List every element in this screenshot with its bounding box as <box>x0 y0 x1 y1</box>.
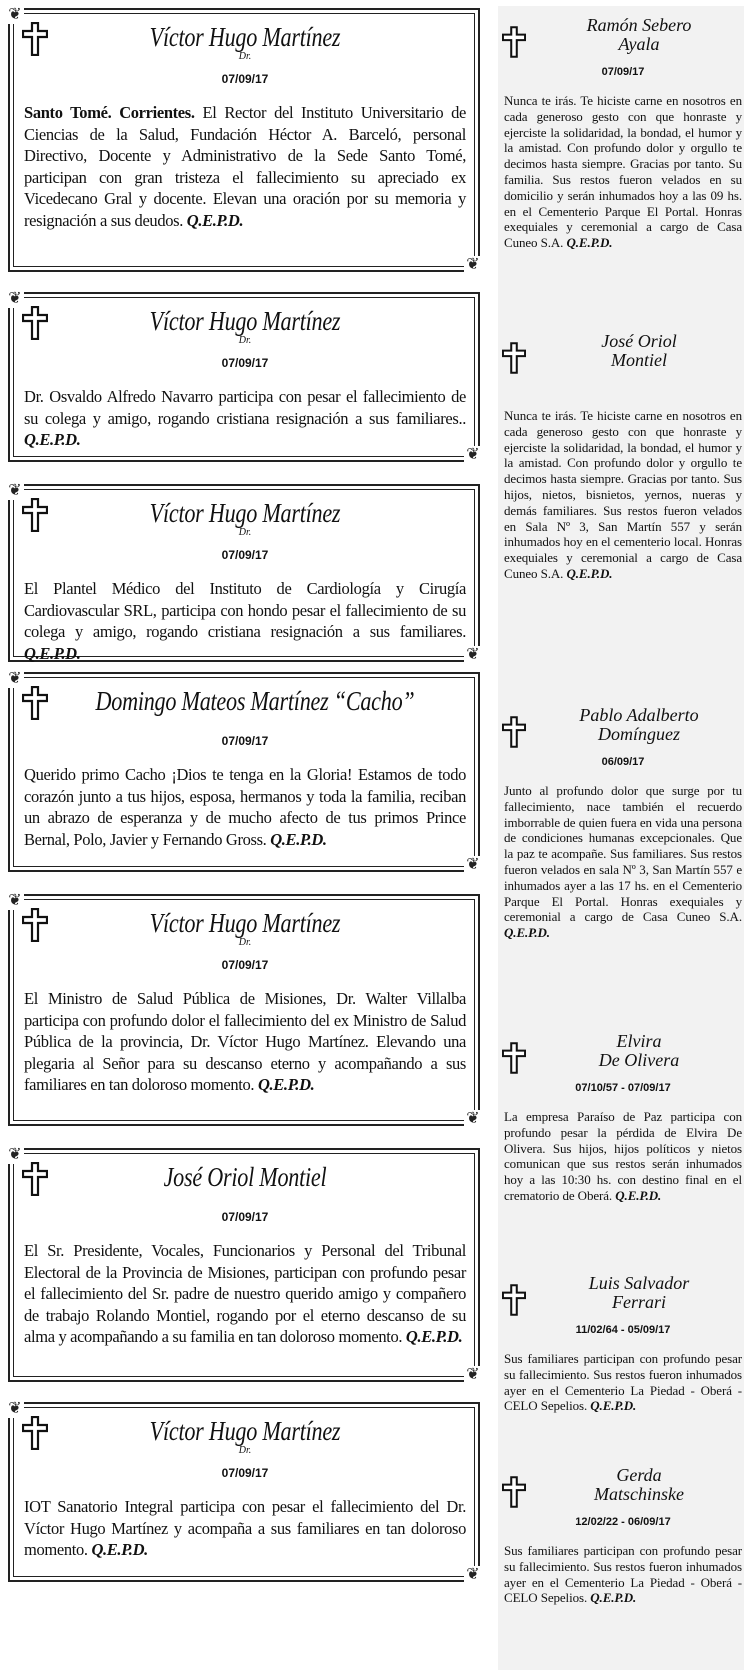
notice-date: 07/09/17 <box>221 356 269 370</box>
cross-icon <box>22 1162 48 1196</box>
notice-closing: Q.E.P.D. <box>405 1327 463 1346</box>
cross-icon <box>22 908 48 942</box>
notice-body: Nunca te irás. Te hiciste carne en nosotros en cada generoso gesto con que honraste y ejerciste la solidaridad, la bondad, el humor y la amistad. Con profundo dolor y orgullo te decimos hasta siempre. Gracias por tanto. Sus hijos, nietos, bisnietos, yernos, nueras y demás familiares. Sus restos fueron velados en Sala Nº 3, San Martín 557 y serán inhumados hoy en el cementerio local. Honras exequiales y ceremonial a cargo de Casa Cuneo S.A. <box>504 408 742 581</box>
notice-closing: Q.E.P.D. <box>615 1187 662 1203</box>
notice-closing: Q.E.P.D. <box>186 210 244 230</box>
obituary-notice <box>498 706 744 941</box>
cross-icon <box>22 498 48 532</box>
corner-ornament-icon: ❦ <box>464 446 482 464</box>
deceased-name <box>536 16 742 54</box>
right-column <box>498 6 744 1670</box>
notice-date: 07/10/57 - 07/09/17 <box>575 1082 671 1094</box>
notice-location: Santo Tomé. Corrientes. <box>24 103 195 122</box>
notice-text <box>24 1496 466 1561</box>
notice-body: La empresa Paraíso de Paz participa con profundo pesar la pérdida de Elvira De Olivera. Sus hijos, hijos políticos y nietos comunican que sus restos serán inhumados hoy a las 10:30 hs. con destino final en el crematorio de Oberá. <box>504 1109 742 1203</box>
notice-closing: Q.E.P.D. <box>504 925 550 941</box>
deceased-name <box>536 332 742 370</box>
deceased-name-line: De Olivera <box>598 1050 680 1070</box>
corner-ornament-icon: ❦ <box>6 290 24 308</box>
notice-date: 06/09/17 <box>601 756 645 768</box>
deceased-name <box>536 1032 742 1070</box>
notice-body: Querido primo Cacho ¡Dios te tenga en la Gloria! Estamos de todo corazón junto a tus hijos, esposa, hermanos y toda la familia, reciban un abrazo de esperanza y de mucho afecto de tus primos Prince Bernal, Polo, Javier y Fernando Gross. <box>24 765 466 849</box>
obituary-notice <box>8 672 480 872</box>
notice-date: 11/02/64 - 05/09/17 <box>575 1324 671 1336</box>
cross-icon <box>502 1284 526 1316</box>
deceased-name-line: Montiel <box>611 350 667 370</box>
notice-text <box>504 1109 742 1204</box>
obituary-notice <box>498 1274 744 1414</box>
corner-ornament-icon: ❦ <box>464 1110 482 1128</box>
notice-text <box>24 386 466 451</box>
deceased-name: Víctor Hugo Martínez <box>149 908 341 938</box>
deceased-name-line: Ramón Sebero <box>586 15 692 35</box>
notice-body: El Plantel Médico del Instituto de Cardiología y Cirugía Cardiovascular SRL, participa con hondo pesar el fallecimiento de su colega y amigo, rogando cristiana resignación a sus familiares. <box>24 579 466 641</box>
corner-ornament-icon: ❦ <box>6 482 24 500</box>
corner-ornament-icon: ❦ <box>6 670 24 688</box>
deceased-name-line: Matschinske <box>594 1484 684 1504</box>
notice-date: 07/09/17 <box>221 72 269 86</box>
notice-date: 07/09/17 <box>221 1466 269 1480</box>
notice-closing: Q.E.P.D. <box>590 1398 637 1414</box>
notice-text <box>24 1240 466 1348</box>
corner-ornament-icon: ❦ <box>464 856 482 874</box>
notice-closing: Q.E.P.D. <box>257 1075 315 1094</box>
cross-icon <box>502 26 526 58</box>
corner-ornament-icon: ❦ <box>464 256 482 274</box>
cross-icon <box>502 1042 526 1074</box>
notice-date: 07/09/17 <box>221 548 269 562</box>
deceased-title: Dr. <box>238 51 252 62</box>
notice-text <box>24 102 466 231</box>
obituary-notice <box>498 16 744 251</box>
deceased-name-line: Gerda <box>616 1465 662 1485</box>
notice-closing: Q.E.P.D. <box>566 235 613 251</box>
corner-ornament-icon: ❦ <box>6 1146 24 1164</box>
obituary-notice <box>8 8 480 272</box>
obituary-notice <box>498 1466 744 1606</box>
corner-ornament-icon: ❦ <box>6 1400 24 1418</box>
cross-icon <box>502 1476 526 1508</box>
corner-ornament-icon: ❦ <box>464 1566 482 1584</box>
notice-date: 07/09/17 <box>221 734 269 748</box>
corner-ornament-icon: ❦ <box>464 1366 482 1384</box>
notice-body: Sus familiares participan con profundo pesar su fallecimiento. Sus restos fueron inhumados ayer en el Cementerio La Piedad - Oberá - CELO Sepelios. <box>504 1351 742 1414</box>
cross-icon <box>22 686 48 720</box>
cross-icon <box>502 342 526 374</box>
obituary-notice <box>498 1032 744 1204</box>
notice-text <box>504 408 742 582</box>
notice-closing: Q.E.P.D. <box>24 643 81 663</box>
deceased-name-line: Ferrari <box>612 1292 666 1312</box>
notice-date: 07/09/17 <box>601 66 645 78</box>
notice-date: 07/09/17 <box>221 1210 269 1224</box>
notice-text <box>504 1543 742 1606</box>
deceased-name: Víctor Hugo Martínez <box>149 22 341 52</box>
notice-text <box>24 988 466 1096</box>
notice-date: 12/02/22 - 06/09/17 <box>575 1516 671 1528</box>
cross-icon <box>22 1416 48 1450</box>
notice-body: El Sr. Presidente, Vocales, Funcionarios y Personal del Tribunal Electoral de la Provincia de Misiones, participan con profundo pesar el fallecimiento del Sr. padre de nuestro querido amigo y compañero de trabajo Rolando Montiel, rogando por el eterno descanso de su alma y acompañando a su familia en tan doloroso momento. <box>24 1241 466 1346</box>
notice-text <box>504 1351 742 1414</box>
notice-closing: Q.E.P.D. <box>270 829 327 849</box>
deceased-name: Víctor Hugo Martínez <box>149 498 341 528</box>
deceased-name: José Oriol Montiel <box>163 1162 327 1192</box>
deceased-name <box>536 1274 742 1312</box>
notice-body: IOT Sanatorio Integral participa con pesar el fallecimiento del Dr. Víctor Hugo Martínez y acompaña a sus familiares en tan doloroso momento. <box>24 1497 466 1559</box>
deceased-name-line: José Oriol <box>601 331 677 351</box>
notice-body: Junto al profundo dolor que surge por tu fallecimiento, nace también el recuerdo imborrable de quien fuera en vida una persona de condiciones humanas excepcionales. Que la paz te acompañe. Sus familiares. Sus restos fueron velados en sala Nº 3, San Martín 557 e inhumados ayer a las 17 hs. en el Cementerio Parque El Portal. Honras exequiales y ceremonial a cargo de Casa Cuneo S.A. <box>504 783 742 925</box>
notice-closing: Q.E.P.D. <box>566 565 613 581</box>
deceased-name <box>536 1466 742 1504</box>
notice-date: 07/09/17 <box>221 958 269 972</box>
notice-closing: Q.E.P.D. <box>590 1590 637 1606</box>
deceased-title: Dr. <box>238 1445 252 1456</box>
obituary-notice <box>498 332 744 582</box>
notice-body: Sus familiares participan con profundo pesar su fallecimiento. Sus restos fueron inhumados ayer en el Cementerio La Piedad - Oberá - CELO Sepelios. <box>504 1543 742 1606</box>
obituary-notice <box>8 1148 480 1382</box>
notice-text <box>24 578 466 664</box>
deceased-name <box>536 706 742 744</box>
deceased-title: Dr. <box>238 335 252 346</box>
cross-icon <box>502 716 526 748</box>
deceased-name-line: Pablo Adalberto <box>579 705 699 725</box>
deceased-name: Víctor Hugo Martínez <box>149 306 341 336</box>
deceased-name: Víctor Hugo Martínez <box>149 1416 341 1446</box>
notice-text <box>504 93 742 251</box>
deceased-title: Dr. <box>238 937 252 948</box>
obituary-notice <box>8 894 480 1126</box>
notice-body: El Ministro de Salud Pública de Misiones, Dr. Walter Villalba participa con profundo dolor el fallecimiento del ex Ministro de Salud Pública de la provincia, Dr. Víctor Hugo Martínez. Elevando una plegaria al Señor para su descanso eterno y acompañando a sus familiares en tan doloroso momento. <box>24 989 466 1094</box>
notice-body: Dr. Osvaldo Alfredo Navarro participa con pesar el fallecimiento de su colega y amigo, rogando cristiana resignación a sus familiares.. <box>24 387 466 428</box>
obituary-notice <box>8 292 480 462</box>
corner-ornament-icon: ❦ <box>464 646 482 664</box>
deceased-name-line: Elvira <box>616 1031 662 1051</box>
deceased-title: Dr. <box>238 527 252 538</box>
deceased-name-line: Domínguez <box>598 724 680 744</box>
cross-icon <box>22 306 48 340</box>
notice-body: El Rector del Instituto Universitario de Ciencias de la Salud, Fundación Héctor A. Barceló, personal Directivo, Docente y Administrativo de la Sede Santo Tomé, participan con gran tristeza el fallecimiento su apreciado ex Vicedecano Gral y docente. Elevan una oración por su memoria y resignación a sus deudos. <box>24 103 466 230</box>
notice-text <box>24 764 466 850</box>
corner-ornament-icon: ❦ <box>6 6 24 24</box>
obituary-notice <box>8 1402 480 1582</box>
notice-closing: Q.E.P.D. <box>91 1540 148 1559</box>
obituary-notice <box>8 484 480 662</box>
cross-icon <box>22 22 48 56</box>
corner-ornament-icon: ❦ <box>6 892 24 910</box>
deceased-name: Domingo Mateos Martínez “Cacho” <box>95 686 415 716</box>
left-column <box>8 8 480 1582</box>
notice-text <box>504 783 742 941</box>
notice-closing: Q.E.P.D. <box>24 430 81 449</box>
deceased-name-line: Luis Salvador <box>588 1273 690 1293</box>
notice-body: Nunca te irás. Te hiciste carne en nosotros en cada generoso gesto con que honraste y ejerciste la solidaridad, la bondad, el humor y la amistad. Con profundo dolor y orgullo te decimos hasta siempre. Gracias por tanto. Su familia. Sus restos fueron velados en su domicilio y serán inhumados hoy a las 09 hs. en el Cementerio Parque El Portal. Honras exequiales y ceremonial a cargo de Casa Cuneo S.A. <box>504 93 742 251</box>
deceased-name-line: Ayala <box>618 34 660 54</box>
